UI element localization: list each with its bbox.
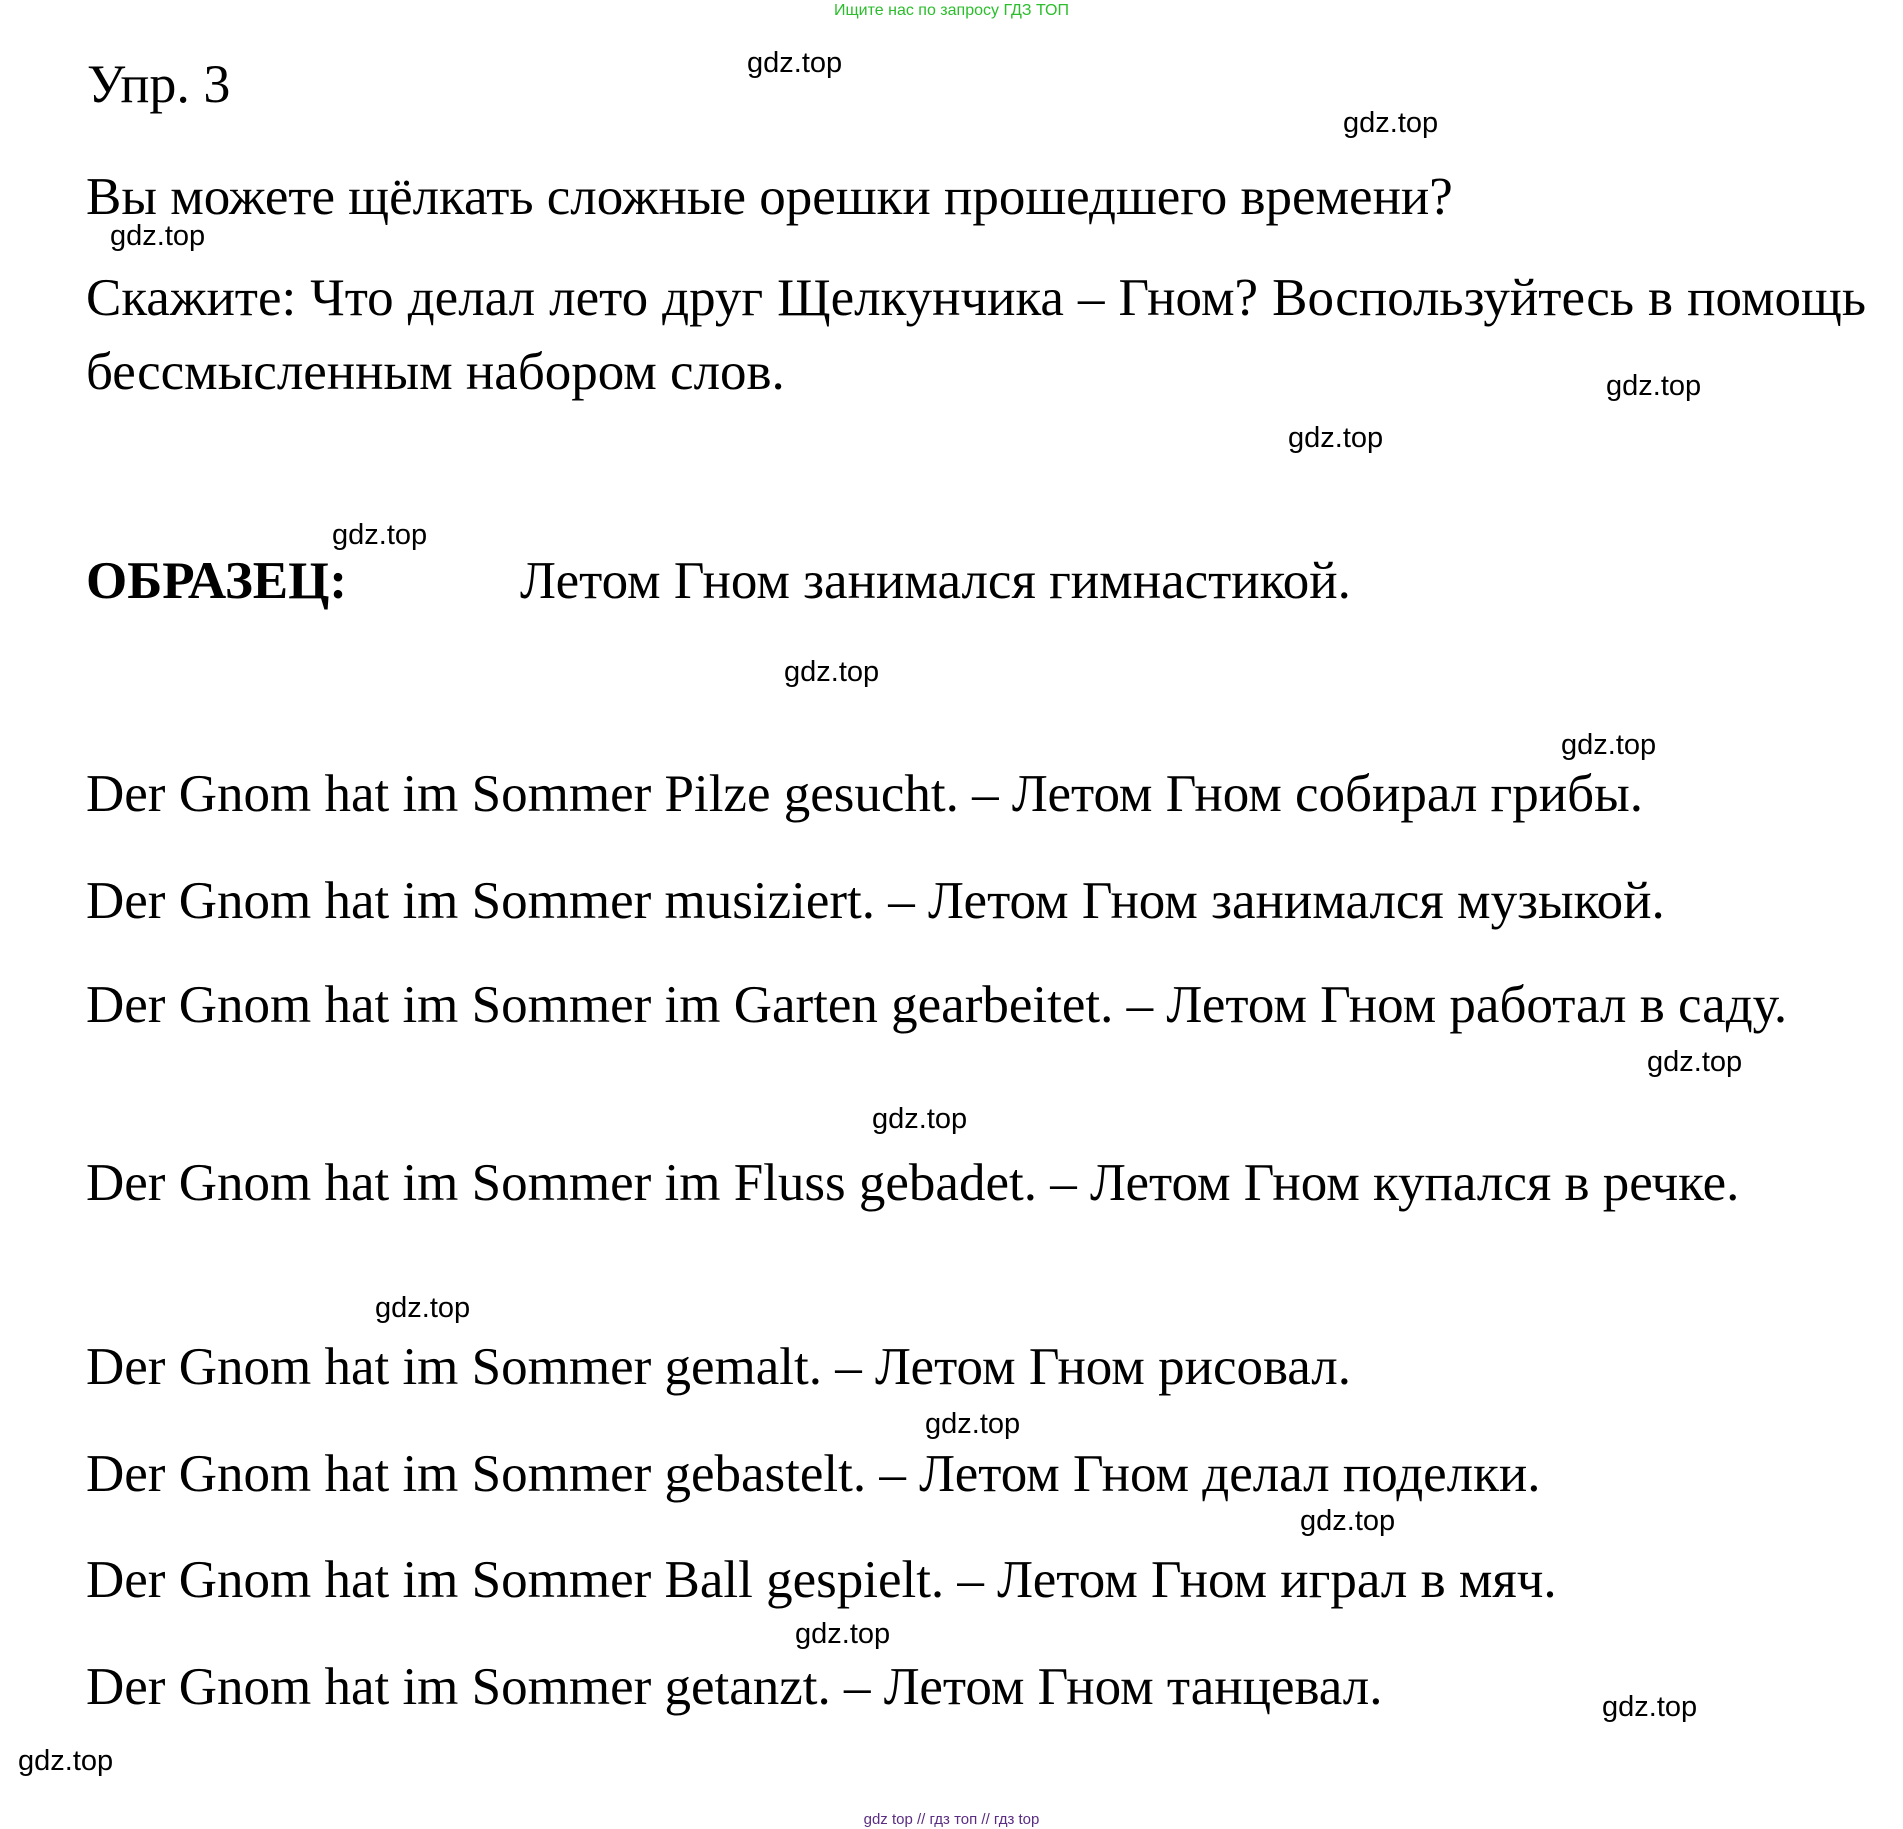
sample-text: Летом Гном занимался гимнастикой. [520, 552, 1351, 610]
watermark: gdz.top [18, 1745, 114, 1777]
watermark: gdz.top [1288, 422, 1384, 454]
answer-line: Der Gnom hat im Sommer getanzt. – Летом Гном танцевал. [86, 1658, 1383, 1716]
answer-line: Der Gnom hat im Sommer im Garten gearbeitet. – Летом Гном работал в саду. [86, 976, 1788, 1034]
bottom-banner[interactable]: gdz top // гдз топ // гдз top [863, 1811, 1040, 1828]
watermark: gdz.top [375, 1292, 471, 1324]
answer-line: Der Gnom hat im Sommer gemalt. – Летом Гном рисовал. [86, 1338, 1351, 1396]
answer-line: Der Gnom hat im Sommer im Fluss gebadet. – Летом Гном купался в речке. [86, 1154, 1740, 1212]
watermark: gdz.top [747, 47, 843, 79]
watermark: gdz.top [1606, 370, 1702, 402]
watermark: gdz.top [784, 656, 880, 688]
top-banner[interactable]: Ищите нас по запросу ГДЗ ТОП [834, 2, 1069, 19]
sample-label: ОБРАЗЕЦ: [86, 552, 348, 610]
answer-line: Der Gnom hat im Sommer gebastelt. – Летом Гном делал поделки. [86, 1445, 1541, 1503]
answer-line: Der Gnom hat im Sommer Ball gespielt. – Летом Гном играл в мяч. [86, 1551, 1557, 1609]
watermark: gdz.top [1343, 107, 1439, 139]
watermark: gdz.top [1602, 1691, 1698, 1723]
answer-line: Der Gnom hat im Sommer musiziert. – Летом Гном занимался музыкой. [86, 872, 1665, 930]
answer-line: Der Gnom hat im Sommer Pilze gesucht. – Летом Гном собирал грибы. [86, 765, 1643, 823]
watermark: gdz.top [872, 1103, 968, 1135]
watermark: gdz.top [1647, 1046, 1743, 1078]
watermark: gdz.top [795, 1618, 891, 1650]
exercise-task: Скажите: Что делал лето друг Щелкунчика – Гном? Воспользуйтесь в помощь бессмысленным набором слов. [86, 269, 1866, 401]
watermark: gdz.top [1300, 1505, 1396, 1537]
watermark: gdz.top [332, 519, 428, 551]
watermark: gdz.top [925, 1408, 1021, 1440]
exercise-number: Упр. 3 [87, 54, 231, 114]
watermark: gdz.top [1561, 729, 1657, 761]
exercise-question: Вы можете щёлкать сложные орешки прошедшего времени? [86, 168, 1453, 226]
watermark: gdz.top [110, 220, 206, 252]
